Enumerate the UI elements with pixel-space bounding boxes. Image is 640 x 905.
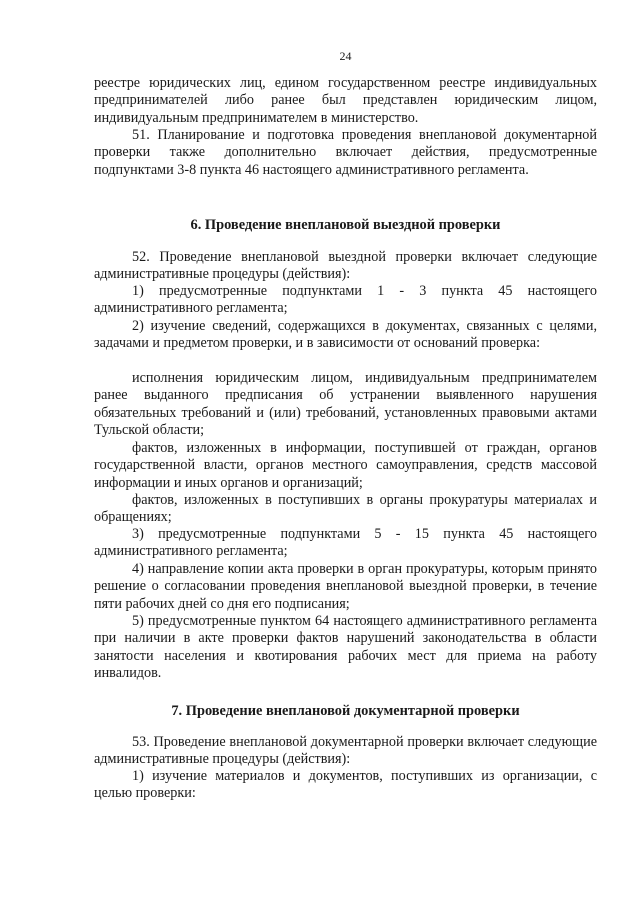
- list-item-3: 3) предусмотренные подпунктами 5 - 15 пункта 45 настоящего административного регламента;: [94, 526, 597, 560]
- list-item-1: 1) предусмотренные подпунктами 1 - 3 пункта 45 настоящего административного регламента;: [94, 283, 597, 317]
- list-item-2c: фактов, изложенных в поступивших в органы прокуратуры материалах и обращениях;: [94, 492, 597, 526]
- list-item-2b: фактов, изложенных в информации, поступившей от граждан, органов государственной власти, органов местного самоуправления, средств массовой информации и иных органов и организаций;: [94, 440, 597, 491]
- list-item-2: 2) изучение сведений, содержащихся в документах, связанных с целями, задачами и предметом проверки, и в зависимости от оснований проверка:: [94, 318, 597, 352]
- page-number: 24: [339, 49, 352, 63]
- list-item-5: 5) предусмотренные пунктом 64 настоящего административного регламента при наличии в акте проверки фактов нарушений законодательства в области занятости населения и квотирования рабочих мест для приема на работу инвалидов.: [94, 613, 597, 682]
- section-7-heading: 7. Проведение внеплановой документарной проверки: [171, 703, 520, 719]
- list-item-2a: исполнения юридическим лицом, индивидуальным предпринимателем ранее выданного предписания об устранении выявленного нарушения обязательных требований и (или) требований, установленных правовыми актами Тульской области;: [94, 370, 597, 439]
- section-7-list-item-1: 1) изучение материалов и документов, поступивших из организации, с целью проверки:: [94, 768, 597, 802]
- paragraph-continuation: реестре юридических лиц, едином государственном реестре индивидуальных предпринимателей либо ранее был представлен юридическим лицом, индивидуальным предпринимателем в министерство.: [94, 75, 597, 126]
- list-item-4: 4) направление копии акта проверки в орган прокуратуры, которым принято решение о согласовании проведения внеплановой выездной проверки, в течение пяти рабочих дней со дня его подписания;: [94, 561, 597, 612]
- paragraph-52: 52. Проведение внеплановой выездной проверки включает следующие административные процедуры (действия):: [94, 249, 597, 283]
- section-6-heading: 6. Проведение внеплановой выездной проверки: [190, 217, 501, 233]
- paragraph-53: 53. Проведение внеплановой документарной проверки включает следующие административные процедуры (действия):: [94, 734, 597, 768]
- paragraph-51: 51. Планирование и подготовка проведения внеплановой документарной проверки также дополнительно включает действия, предусмотренные подпунктами 3-8 пункта 46 настоящего административного регламента.: [94, 127, 597, 178]
